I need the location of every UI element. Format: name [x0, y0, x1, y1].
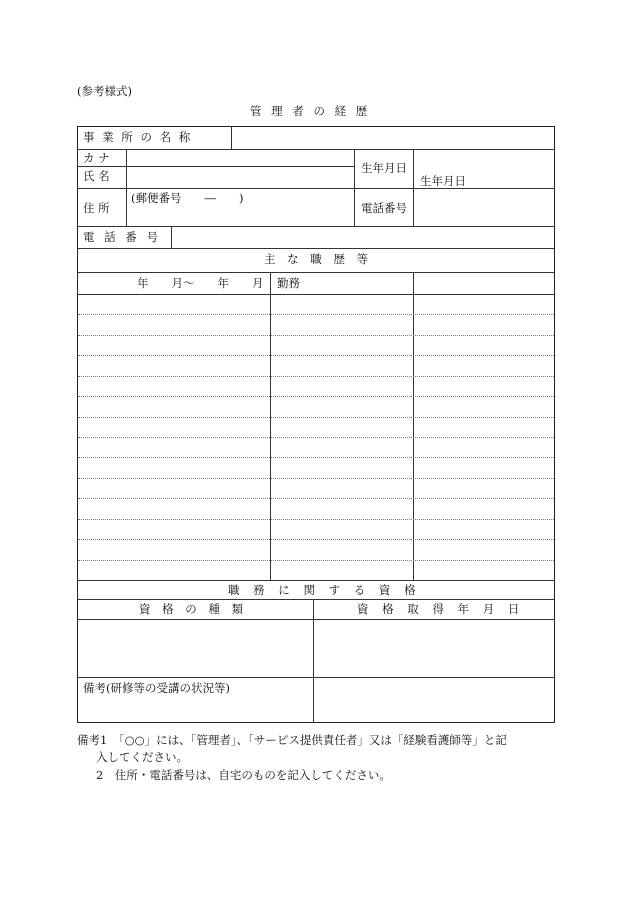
office-name-label: 事 業 所 の 名 称 [83, 130, 193, 144]
qualification-type-field[interactable] [79, 620, 312, 676]
career-section-title: 主 な 職 歴 等 [264, 252, 373, 266]
career-row-line [78, 417, 554, 418]
name-label: 氏 名 [83, 169, 110, 183]
career-row-line [78, 355, 554, 356]
career-work-header: 勤務 [277, 276, 300, 290]
note-1-line-1: 備考1 「○○」には、「管理者」、「サービス提供責任者」又は「経験看護師等」と記 [77, 733, 507, 747]
career-row-line [78, 519, 554, 520]
career-row-line [78, 437, 554, 438]
note-2: 2 住所・電話番号は、自宅のものを記入してください。 [96, 768, 391, 782]
row-line-5 [78, 272, 554, 273]
birthdate-value[interactable]: 生年月日 [420, 174, 466, 188]
career-row-line [78, 457, 554, 458]
row-line-6 [78, 294, 554, 295]
reference-form-label: (参考様式) [77, 84, 132, 98]
career-col-divider-2 [413, 272, 414, 580]
phone-field-left[interactable] [172, 227, 553, 248]
row-line-4 [78, 248, 554, 249]
qualification-section-title: 職 務 に 関 す る 資 格 [228, 583, 421, 597]
career-row-line [78, 478, 554, 479]
career-row-line [78, 560, 554, 561]
qualification-date-header: 資 格 取 得 年 月 日 [357, 602, 525, 616]
career-period-header: 年 月～ 年 月 [137, 276, 264, 290]
office-name-field[interactable] [232, 127, 552, 149]
phone-field-right[interactable] [414, 189, 553, 226]
postal-code-label: (郵便番号 ― ) [131, 191, 244, 205]
address-field[interactable] [127, 189, 353, 226]
qualification-type-header: 資 格 の 種 類 [139, 602, 248, 616]
row-line-7 [78, 580, 554, 581]
phone-label-left: 電 話 番 号 [83, 230, 161, 244]
name-field[interactable] [127, 167, 353, 188]
note-1-line-2: 入してください。 [96, 750, 188, 764]
kana-field[interactable] [127, 150, 353, 166]
kana-label: カ ナ [83, 151, 110, 165]
career-row-line [78, 539, 554, 540]
page-title: 管 理 者 の 経 歴 [250, 104, 371, 118]
career-row-line [78, 376, 554, 377]
career-row-line [78, 498, 554, 499]
career-col-divider-1 [270, 272, 271, 580]
career-row-line [78, 314, 554, 315]
row-line-8 [78, 599, 554, 600]
phone-label-right: 電話番号 [361, 201, 407, 215]
address-label: 住 所 [83, 201, 110, 215]
remarks-field[interactable] [314, 678, 553, 721]
qualification-date-field[interactable] [314, 620, 553, 676]
birthdate-label: 生年月日 [361, 161, 407, 175]
remarks-label: 備考(研修等の受講の状況等) [83, 681, 230, 695]
career-row-line [78, 396, 554, 397]
career-row-line [78, 335, 554, 336]
